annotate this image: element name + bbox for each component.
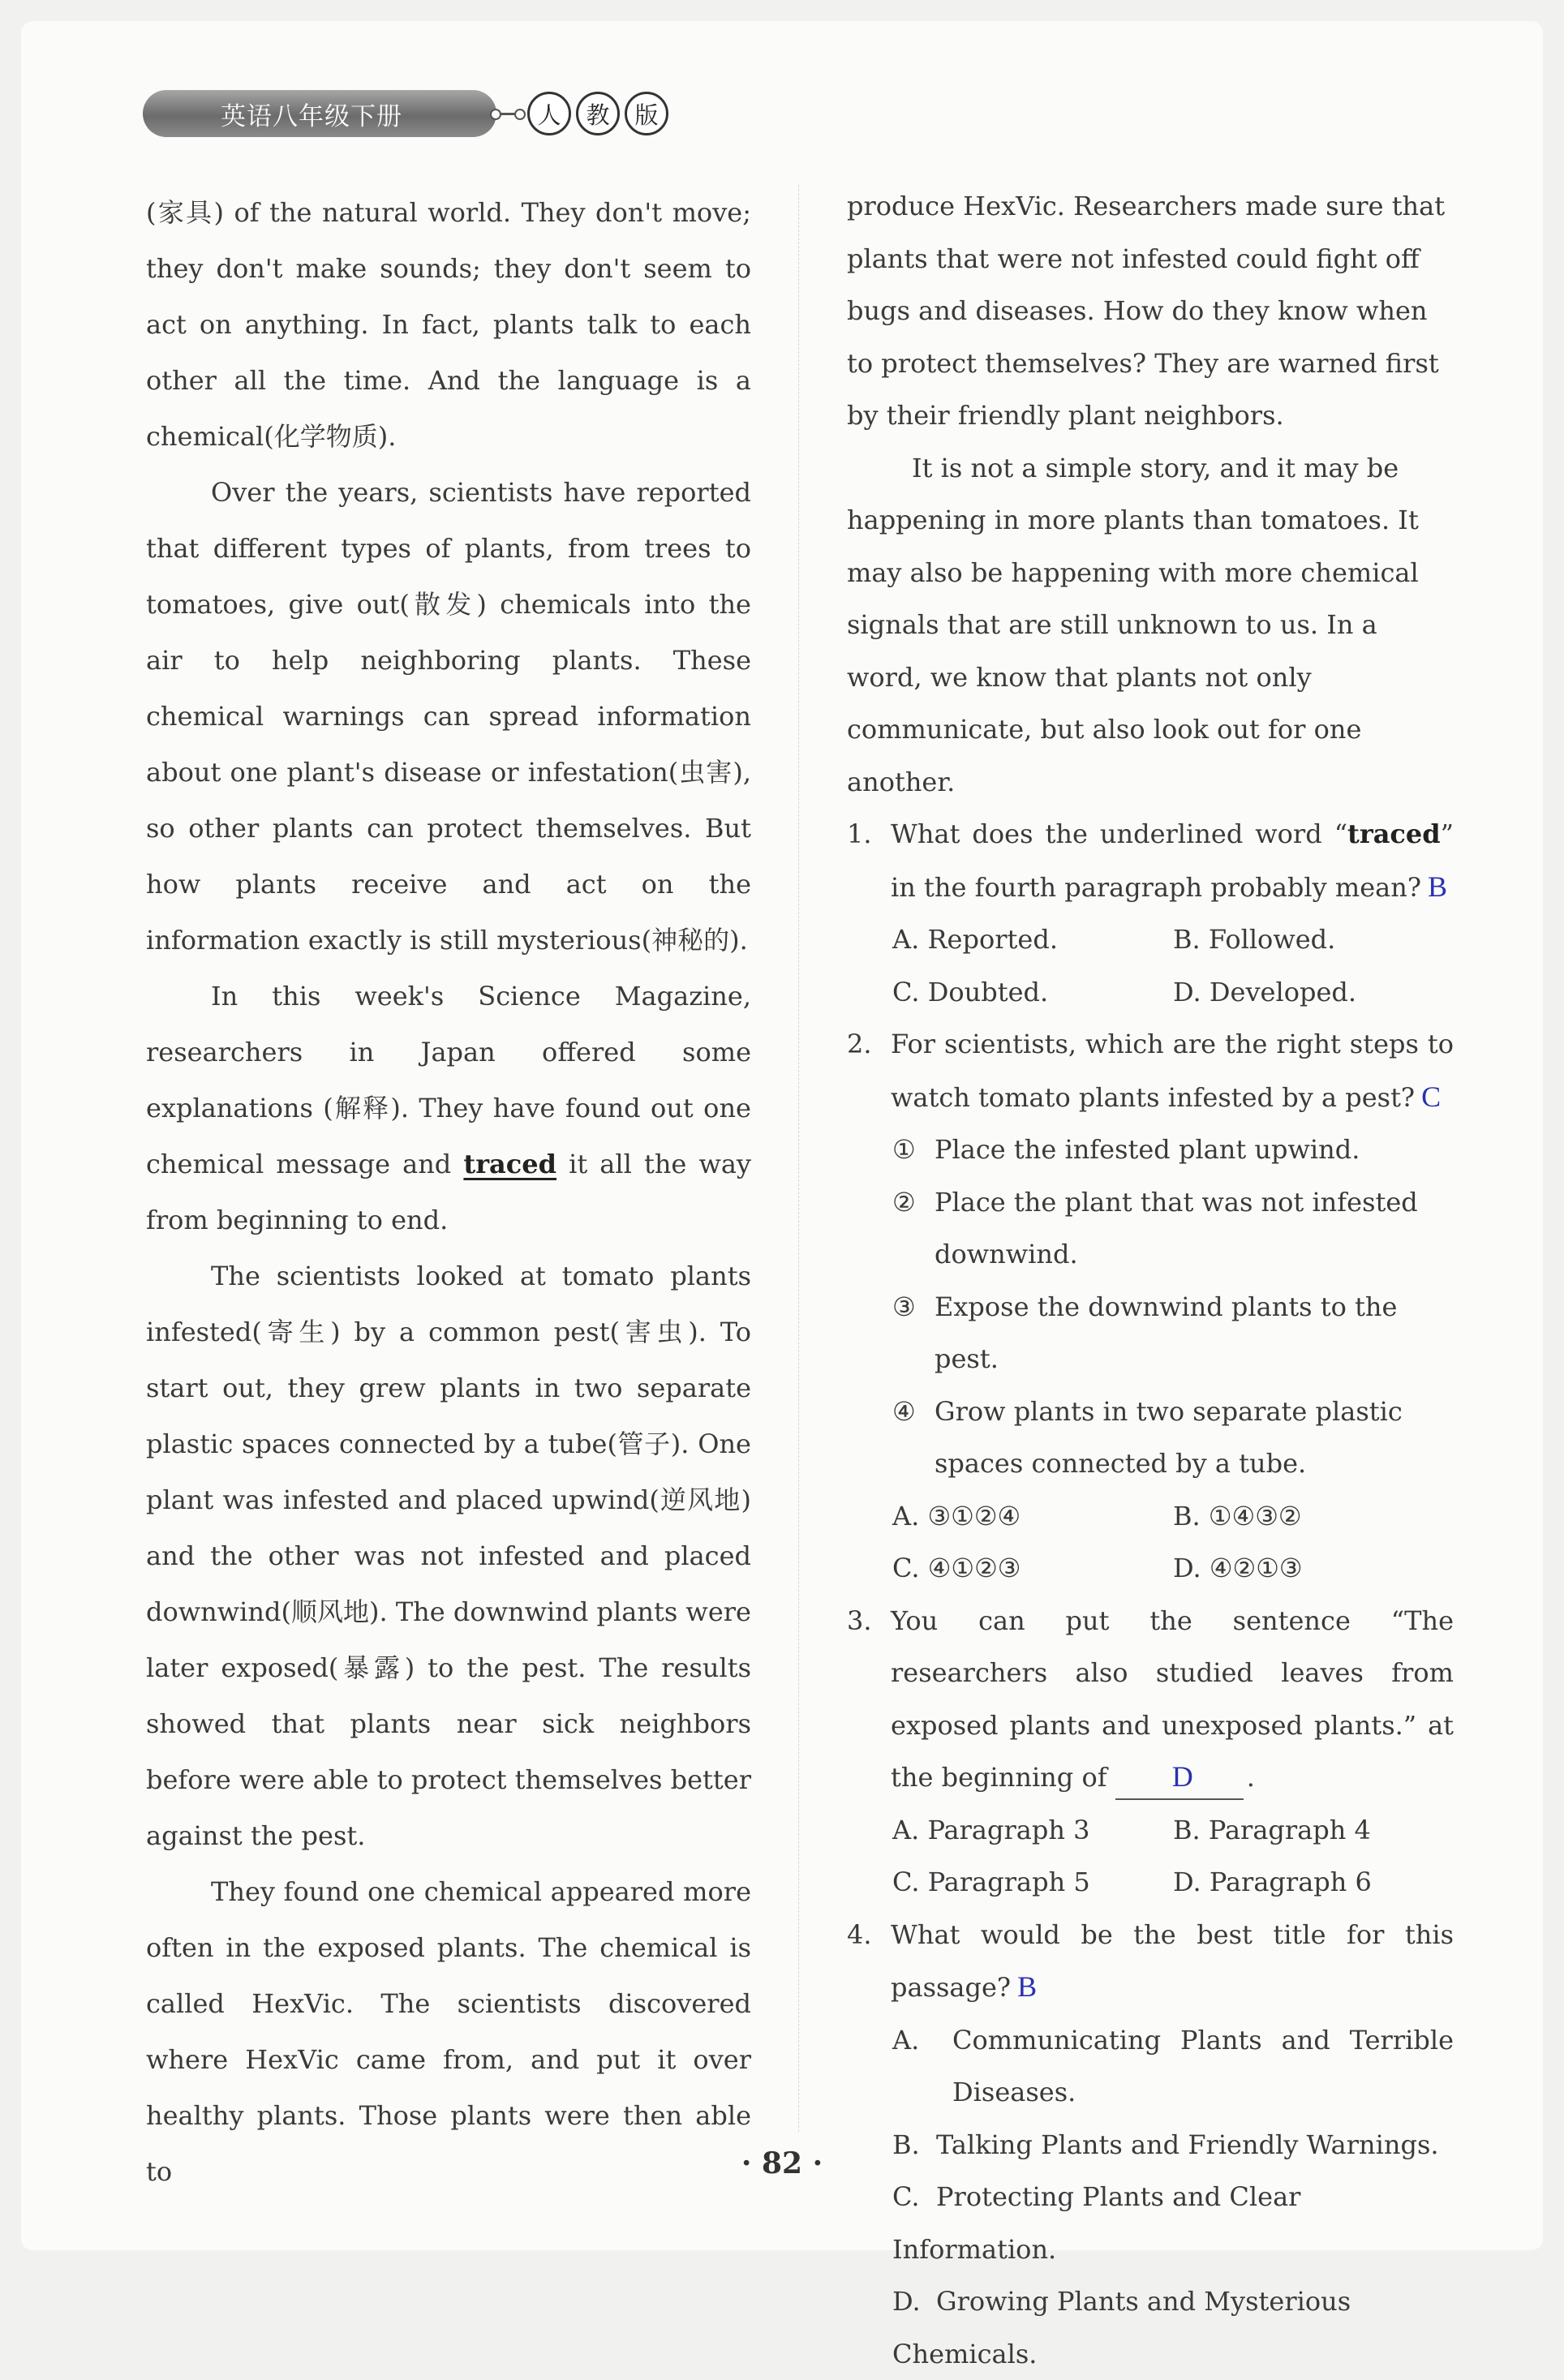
p2-text-before: In this week's Science Magazine, researchers in Japan offered some explanations (解释). They have found out one chemical message and (146, 981, 751, 1179)
q2-step-4 (847, 1385, 1454, 1490)
right-paragraph-1: It is not a simple story, and it may be happening in more plants than tomatoes. It may also be happening with more chemical signals that are still unknown to us. In a word, we know that plants not only communicate, but also look out for one another. (847, 442, 1454, 809)
left-paragraph-1: Over the years, scientists have reported that different types of plants, from trees to tomatoes, give out(散发) chemicals into the air to help neighboring plants. These chemical warnings can spread information about one plant's disease or infestation(虫害), so other plants can protect themselves. But how plants receive and act on the information exactly is still mysterious(神秘的). (146, 465, 751, 969)
q3-option-a: A. Paragraph 3 (892, 1804, 1173, 1857)
question-2-text (891, 1018, 1454, 1123)
header-connector (493, 113, 522, 115)
q4-option-a (847, 2014, 1454, 2119)
question-4-number: 4. (847, 1909, 891, 2014)
edition-char-1: 人 (527, 92, 571, 135)
q1-option-a: A. Reported. (892, 913, 1173, 966)
question-1-number: 1. (847, 808, 891, 913)
q4-option-c (847, 2171, 1454, 2275)
left-paragraph-4: They found one chemical appeared more often in the exposed plants. The chemical is called HexVic. The scientists discovered where HexVic came from, and put it over healthy plants. Those plants were then able to (146, 1864, 751, 2200)
q2-option-a: A. ③①②④ (892, 1490, 1173, 1543)
q4-option-d (847, 2275, 1454, 2380)
edition-badges (522, 92, 668, 135)
q1-option-d: D. Developed. (1173, 966, 1454, 1019)
q4-option-c-text: Protecting Plants and Clear Information. (892, 2181, 1300, 2265)
question-3-text (891, 1595, 1454, 1804)
q1-text-before: What does the underlined word “ (891, 818, 1347, 849)
q3-text: You can put the sentence “The researchers also studied leaves from exposed plants and unexposed plants.” at the beginning of (891, 1605, 1454, 1794)
q3-end: . (1247, 1762, 1255, 1793)
question-3-answer: D (1172, 1760, 1193, 1793)
question-4-answer: B (1017, 1970, 1037, 2003)
q4-option-c-label: C. (892, 2171, 936, 2223)
page-number: · 82 · (0, 2146, 1564, 2180)
right-paragraph-0: produce HexVic. Researchers made sure that plants that were not infested could fight off bugs and diseases. How do they know when to protect themselves? They are warned first by their friendly plant neighbors. (847, 180, 1454, 442)
question-2-answer: C (1421, 1080, 1441, 1113)
q2-step-2-text: Place the plant that was not infested downwind. (935, 1176, 1454, 1281)
edition-char-3: 版 (625, 92, 668, 135)
left-column (146, 185, 751, 2200)
book-header (143, 88, 668, 140)
q2-option-c: C. ④①②③ (892, 1542, 1173, 1595)
q1-text-after: ” in the fourth paragraph probably mean? (891, 818, 1454, 903)
q2-step-3 (847, 1281, 1454, 1385)
q4-option-a-text: Communicating Plants and Terrible Diseases. (952, 2014, 1454, 2119)
q2-step-3-num: ③ (892, 1281, 935, 1385)
q1-bold-word: traced (1347, 818, 1441, 849)
question-4 (847, 1909, 1454, 2380)
p2-text-after: it all the way from beginning to end. (146, 1149, 751, 1235)
q4-option-b-text: Talking Plants and Friendly Warnings. (936, 2129, 1439, 2160)
left-paragraph-3: The scientists looked at tomato plants infested(寄生) by a common pest(害虫). To start out, they grew plants in two separate plastic spaces connected by a tube(管子). One plant was infested and placed upwind(逆风地) and the other was not infested and placed downwind(顺风地). The downwind plants were later exposed(暴露) to the pest. The results showed that plants near sick neighbors before were able to protect themselves better against the pest. (146, 1248, 751, 1864)
underlined-word-traced: traced (463, 1149, 556, 1179)
edition-char-2: 教 (576, 92, 620, 135)
column-divider (798, 185, 799, 2132)
q3-answer-blank (1115, 1755, 1244, 1800)
q2-step-1-num: ① (892, 1123, 935, 1176)
left-paragraph-0: (家具) of the natural world. They don't move; they don't make sounds; they don't seem to act on anything. In fact, plants talk to each other all the time. And the language is a chemical(化学物质). (146, 185, 751, 465)
question-3-number: 3. (847, 1595, 891, 1804)
left-paragraph-2 (146, 969, 751, 1248)
q2-step-1-text: Place the infested plant upwind. (935, 1123, 1360, 1176)
q4-option-b-label: B. (892, 2119, 936, 2172)
q4-option-a-label: A. (892, 2014, 952, 2119)
question-1 (847, 808, 1454, 1018)
q2-step-2-num: ② (892, 1176, 935, 1281)
book-title: 英语八年级下册 (143, 90, 496, 137)
q2-option-d: D. ④②①③ (1173, 1542, 1454, 1595)
question-1-answer: B (1428, 870, 1447, 903)
q2-step-3-text: Expose the downwind plants to the pest. (935, 1281, 1454, 1385)
q4-text: What would be the best title for this passage? (891, 1919, 1454, 2004)
question-1-text (891, 808, 1454, 913)
q4-option-d-label: D. (892, 2275, 936, 2328)
question-2 (847, 1018, 1454, 1595)
q2-step-4-num: ④ (892, 1385, 935, 1490)
q4-option-d-text: Growing Plants and Mysterious Chemicals. (892, 2286, 1351, 2369)
right-column (847, 180, 1454, 2380)
question-4-text (891, 1909, 1454, 2014)
q3-option-c: C. Paragraph 5 (892, 1856, 1173, 1909)
q3-option-d: D. Paragraph 6 (1173, 1856, 1454, 1909)
question-3 (847, 1595, 1454, 1909)
q1-option-b: B. Followed. (1173, 913, 1454, 966)
q2-step-2 (847, 1176, 1454, 1281)
q1-option-c: C. Doubted. (892, 966, 1173, 1019)
question-2-number: 2. (847, 1018, 891, 1123)
q2-text: For scientists, which are the right steps to watch tomato plants infested by a pest? (891, 1029, 1454, 1113)
q2-option-b: B. ①④③② (1173, 1490, 1454, 1543)
q2-step-4-text: Grow plants in two separate plastic spaces connected by a tube. (935, 1385, 1454, 1490)
q2-step-1 (847, 1123, 1454, 1176)
q3-option-b: B. Paragraph 4 (1173, 1804, 1454, 1857)
